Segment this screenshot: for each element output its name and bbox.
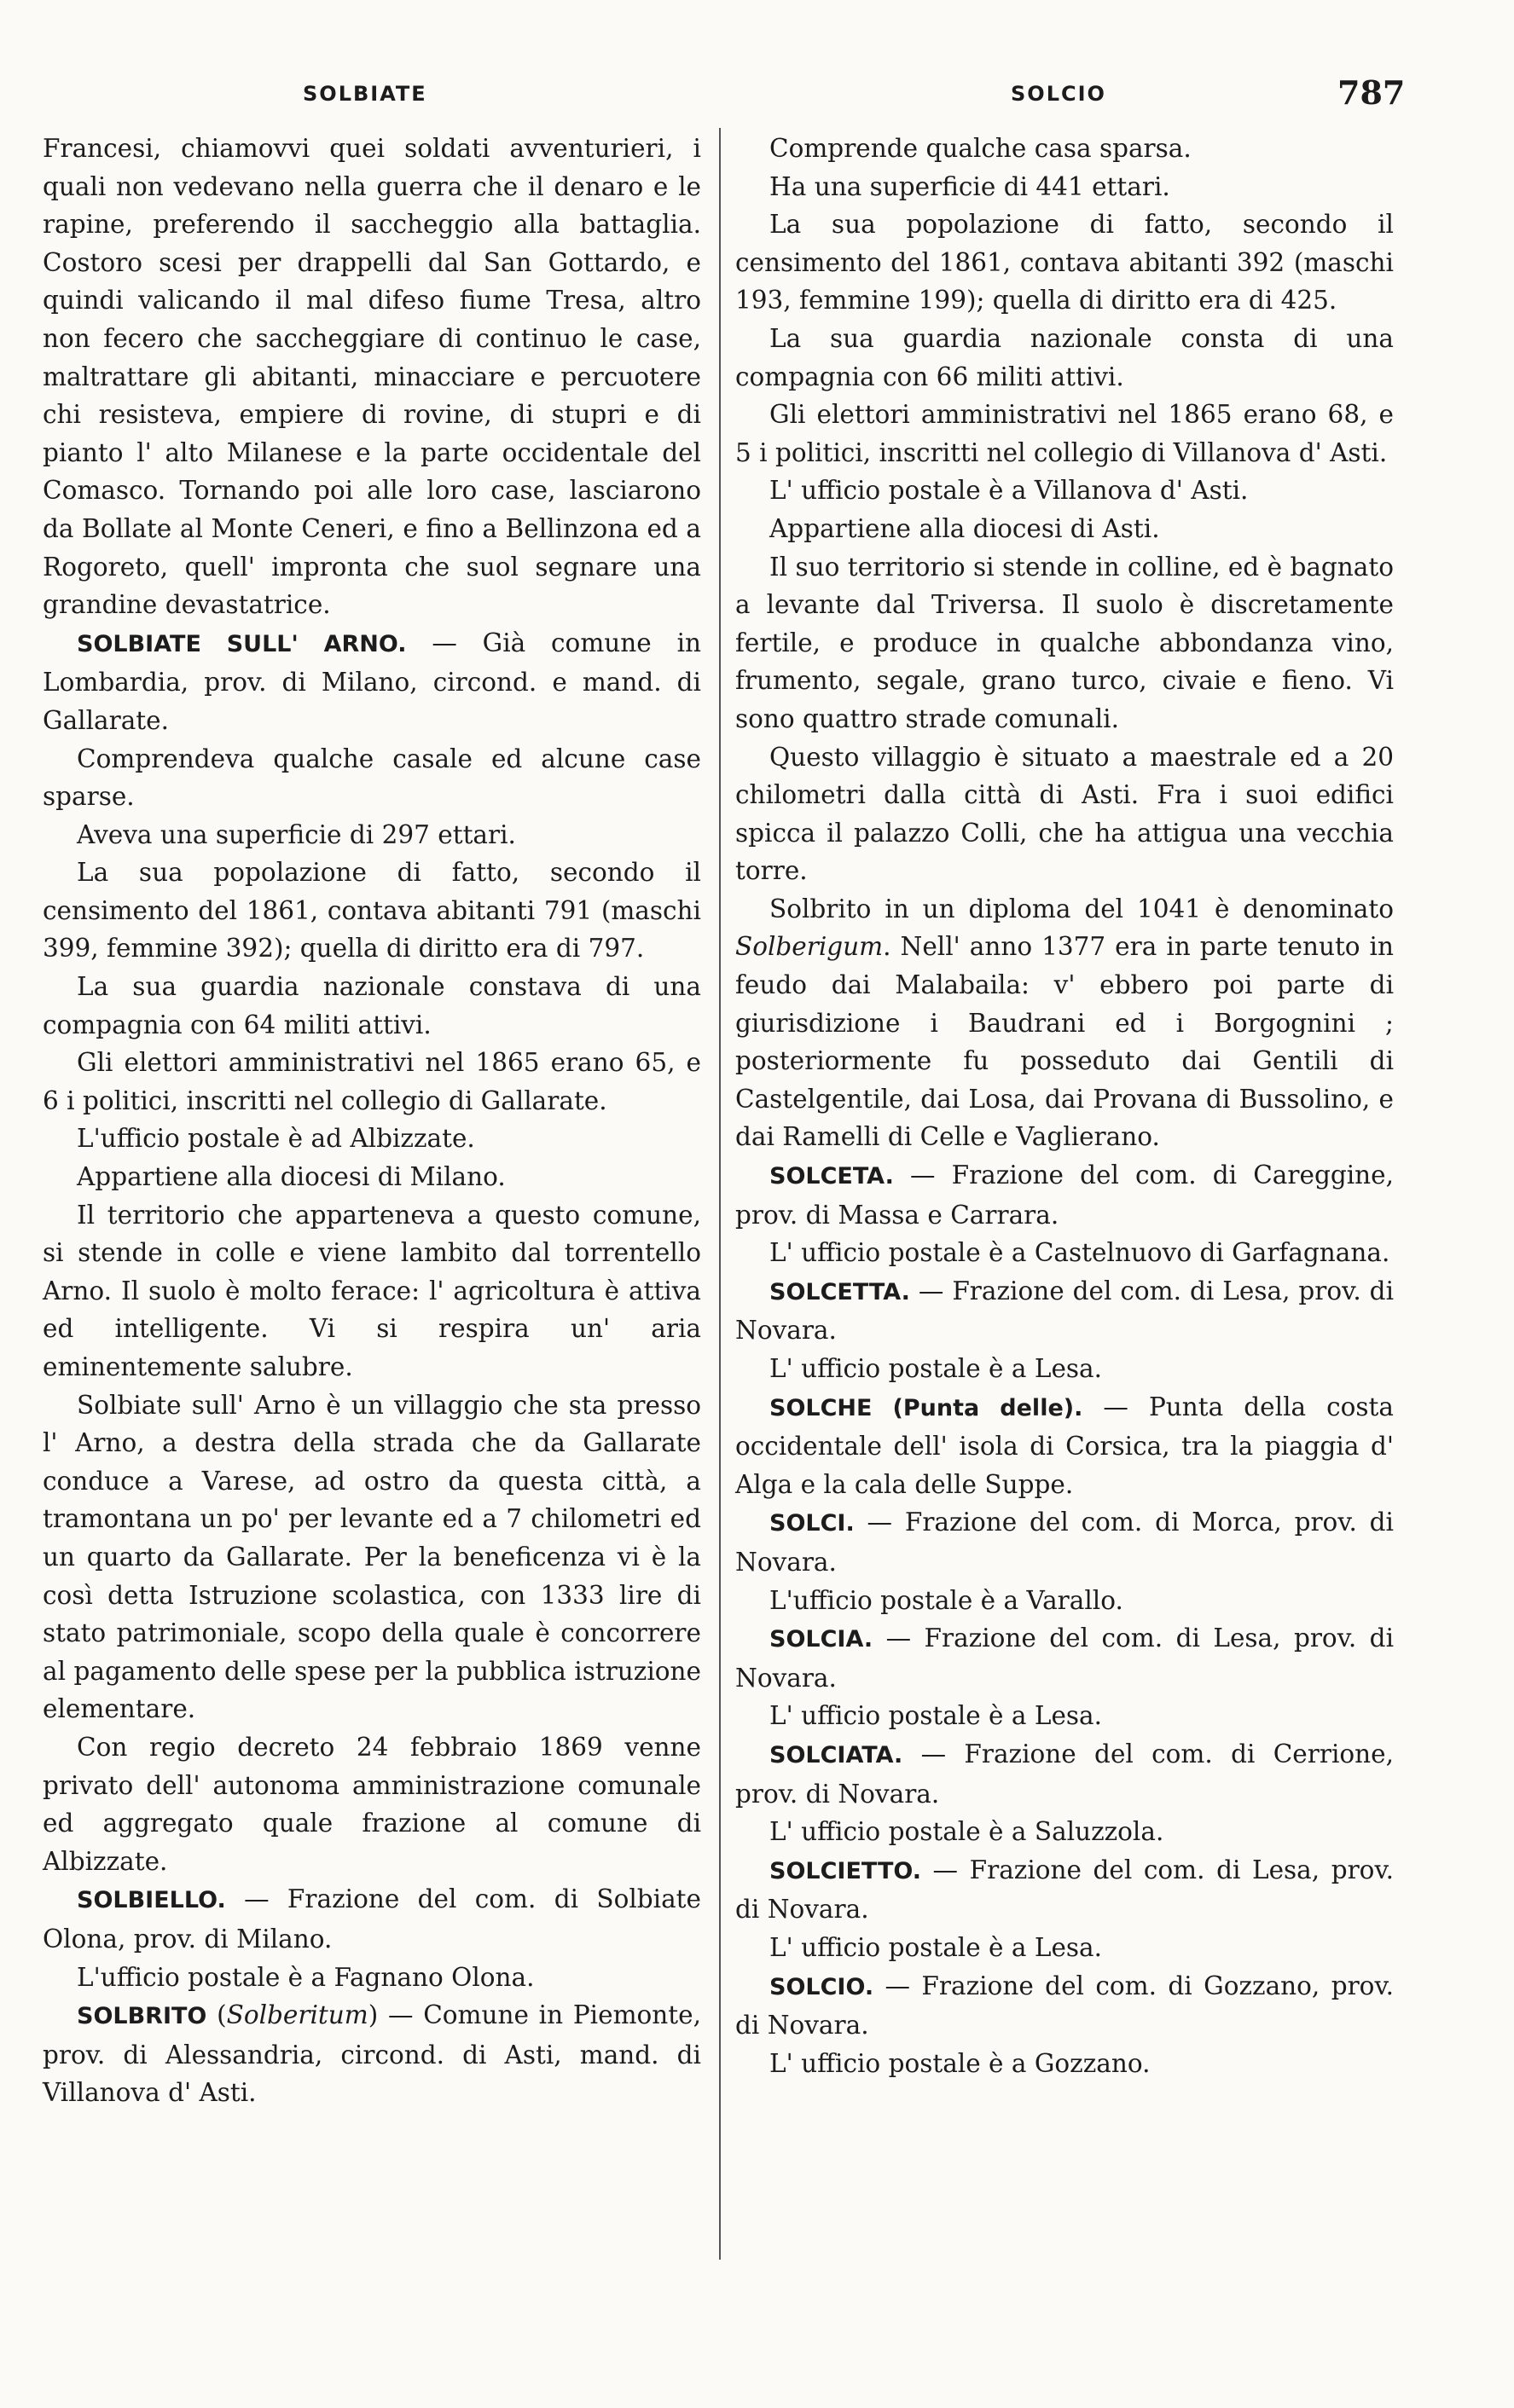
paragraph <box>735 1929 1394 1967</box>
paragraph <box>735 1350 1394 1388</box>
paragraph <box>43 1728 701 1880</box>
page-number: 787 <box>1337 73 1406 112</box>
paragraph-text: L'ufficio postale è ad Albizzate. <box>77 1124 475 1154</box>
entry-headword: SOLCETA. <box>769 1163 894 1190</box>
paragraph-text: Il territorio che apparteneva a questo comune, si stende in colle e viene lambito dal torrentello Arno. Il suolo è molto ferace: l' agricoltura è attiva ed intelligente. Vi si respira un' aria eminentemente salubre. <box>43 1200 701 1381</box>
right-column <box>735 130 1394 2082</box>
paragraph-text: Solbiate sull' Arno è un villaggio che sta presso l' Arno, a destra della strada che da Gallarate conduce a Varese, ad ostro da questa città, a tramontana un po' per levante ed a 7 chilometri ed un quarto da Gallarate. Per la beneficenza vi è la così detta Istruzione scolastica, con 1333 lire di stato patrimoniale, scopo della quale è concorrere al pagamento delle spese per la pubblica istruzione elementare. <box>43 1390 701 1724</box>
paragraph-text: L' ufficio postale è a Gozzano. <box>769 2048 1151 2078</box>
paragraph-text: L' ufficio postale è a Saluzzola. <box>769 1817 1164 1847</box>
paragraph <box>43 1158 701 1196</box>
dictionary-entry <box>43 624 701 740</box>
paragraph <box>735 1697 1394 1735</box>
paragraph <box>43 1386 701 1728</box>
entry-headword: SOLCIETTO. <box>769 1857 921 1884</box>
paragraph-text: — Frazione del com. di Cerrione, prov. di Novara. <box>735 1739 1394 1809</box>
dictionary-entry <box>735 1388 1394 1504</box>
paragraph-text: La sua popolazione di fatto, secondo il censimento del 1861, contava abitanti 791 (maschi 399, femmine 392); quella di diritto era di 797. <box>43 858 701 964</box>
paragraph <box>735 1813 1394 1851</box>
paragraph <box>43 1044 701 1120</box>
dictionary-entry: SOLBRITO (Solberitum) — Comune in Piemonte, prov. di Alessandria, circond. di Asti, mand. di Villanova d' Asti. <box>43 2000 701 2108</box>
paragraph <box>735 320 1394 396</box>
paragraph-text: La sua popolazione di fatto, secondo il censimento del 1861, contava abitanti 392 (maschi 193, femmine 199); quella di diritto era di 425. <box>735 210 1394 315</box>
paragraph-text: Questo villaggio è situato a maestrale ed a 20 chilometri dalla città di Asti. Fra i suoi edifici spicca il palazzo Colli, che ha attigua una vecchia torre. <box>735 742 1394 886</box>
dictionary-entry <box>735 1967 1394 2045</box>
paragraph <box>735 548 1394 738</box>
column-divider <box>719 128 721 2260</box>
paragraph-text: — Frazione del com. di Morca, prov. di Novara. <box>735 1508 1394 1577</box>
paragraph-text: L' ufficio postale è a Lesa. <box>769 1701 1103 1731</box>
entry-headword: SOLBIELLO. <box>77 1887 226 1914</box>
paragraph <box>735 890 1394 1156</box>
dictionary-entry <box>735 1851 1394 1929</box>
paragraph <box>735 205 1394 320</box>
latin-name: Solberigum <box>735 932 884 962</box>
entry-headword: SOLCETTA. <box>769 1278 910 1305</box>
paragraph-text: Comprendeva qualche casale ed alcune case sparse. <box>43 744 701 812</box>
paragraph-text: — Già comune in Lombardia, prov. di Milano, circond. e mand. di Gallarate. <box>43 628 701 735</box>
entry-headword: SOLCHE (Punta delle). <box>769 1394 1083 1421</box>
paragraph-text: — Frazione del com. di Solbiate Olona, prov. di Milano. <box>43 1884 701 1954</box>
dictionary-entry <box>735 1503 1394 1581</box>
paragraph-text: — Frazione del com. di Lesa, prov. di Novara. <box>735 1276 1394 1346</box>
paragraph <box>43 816 701 854</box>
paragraph-text: L'ufficio postale è a Fagnano Olona. <box>77 1962 535 1992</box>
dictionary-entry <box>735 1619 1394 1697</box>
paragraph <box>43 1120 701 1158</box>
paragraph-text: Solbrito in un diploma del 1041 è denominato <box>769 894 1394 923</box>
dictionary-entry <box>735 1156 1394 1234</box>
paragraph <box>735 2045 1394 2083</box>
paragraph-text: L'ufficio postale è a Varallo. <box>769 1585 1123 1615</box>
paragraph-text: — Frazione del com. di Gozzano, prov. di Novara. <box>735 1971 1394 2040</box>
paragraph-text: — Frazione del com. di Lesa, prov. di Novara. <box>735 1624 1394 1693</box>
entry-headword: SOLCI. <box>769 1510 855 1537</box>
paragraph <box>43 1196 701 1386</box>
paragraph <box>43 740 701 816</box>
paragraph-text: L' ufficio postale è a Lesa. <box>769 1932 1103 1962</box>
paragraph <box>43 1959 701 1997</box>
paragraph <box>735 1234 1394 1272</box>
paragraph-text: La sua guardia nazionale consta di una compagnia con 66 militi attivi. <box>735 323 1394 391</box>
paragraph-text: — Frazione del com. di Lesa, prov. di Novara. <box>735 1855 1394 1925</box>
paragraph <box>735 1582 1394 1620</box>
paragraph-text: L' ufficio postale è a Castelnuovo di Garfagnana. <box>769 1238 1390 1268</box>
paragraph-text: Ha una superficie di 441 ettari. <box>769 171 1170 201</box>
paragraph <box>735 130 1394 168</box>
dictionary-entry <box>43 1880 701 1958</box>
paragraph-text: La sua guardia nazionale constava di una compagnia con 64 militi attivi. <box>43 972 701 1039</box>
paragraph-text: Aveva una superficie di 297 ettari. <box>77 819 516 849</box>
paragraph <box>735 472 1394 510</box>
left-column <box>43 130 701 2112</box>
paragraph-text: — Punta della costa occidentale dell' isola di Corsica, tra la piaggia d' Alga e la cala delle Suppe. <box>735 1392 1394 1499</box>
paragraph-text: Il suo territorio si stende in colline, ed è bagnato a levante dal Triversa. Il suolo è discretamente fertile, e produce in qualche abbondanza vino, frumento, segale, grano turco, civaie e fieno. Vi sono quattro strade comunali. <box>735 552 1394 733</box>
paragraph-text: Gli elettori amministrativi nel 1865 erano 68, e 5 i politici, inscritti nel collegio di Villanova d' Asti. <box>735 400 1394 467</box>
paragraph-text: — Frazione del com. di Careggine, prov. di Massa e Carrara. <box>735 1161 1394 1230</box>
entry-headword: SOLCIA. <box>769 1626 873 1653</box>
paragraph <box>735 738 1394 890</box>
dictionary-entry <box>735 1735 1394 1813</box>
paragraph-text: Gli elettori amministrativi nel 1865 erano 65, e 6 i politici, inscritti nel collegio di Gallarate. <box>43 1048 701 1115</box>
paragraph <box>735 168 1394 206</box>
paragraph-text: Comprende qualche casa sparsa. <box>769 134 1192 163</box>
latin-name: Solberitum <box>226 2000 368 2030</box>
paragraph <box>735 396 1394 472</box>
running-header-left: SOLBIATE <box>303 82 427 106</box>
paragraph-text: L' ufficio postale è a Villanova d' Asti. <box>769 476 1249 506</box>
paragraph-text: Appartiene alla diocesi di Asti. <box>769 513 1160 543</box>
paragraph <box>735 510 1394 548</box>
paragraph-text: — Comune in Piemonte, prov. di Alessandria, circond. di Asti, mand. di Villanova d' Asti. <box>43 2000 701 2108</box>
paragraph <box>43 854 701 968</box>
paragraph-text: Appartiene alla diocesi di Milano. <box>77 1162 506 1192</box>
paragraph-text: L' ufficio postale è a Lesa. <box>769 1354 1103 1383</box>
entry-headword: SOLBIATE SULL' ARNO. <box>77 630 407 657</box>
paragraph <box>43 130 701 624</box>
paragraph <box>43 968 701 1044</box>
entry-headword: SOLCIATA. <box>769 1741 903 1768</box>
paragraph-text: . Nell' anno 1377 era in parte tenuto in feudo dai Malabaila: v' ebbero poi parte di giurisdizione i Baudrani ed i Borgognini ; posteriormente fu posseduto dai Gentili di Castelgentile, dai Losa, dai Provana di Bussolino, e dai Ramelli di Celle e Vaglierano. <box>735 932 1394 1152</box>
paragraph-text: Francesi, chiamovvi quei soldati avventurieri, i quali non vedevano nella guerra che il denaro e le rapine, preferendo il saccheggio alla battaglia. Costoro scesi per drappelli dal San Gottardo, e quindi valicando il mal difeso fiume Tresa, altro non fecero che saccheggiare di continuo le case, maltrattare gli abitanti, minacciare e percuotere chi resisteva, empiere di rovine, di stupri e di pianto l' alto Milanese e la parte occidentale del Comasco. Tornando poi alle loro case, lasciarono da Bollate al Monte Ceneri, e fino a Bellinzona ed a Rogoreto, quell' impronta che suol segnare una grandine devastatrice. <box>43 134 701 620</box>
dictionary-entry <box>735 1272 1394 1350</box>
entry-headword: SOLBRITO <box>77 2003 207 2030</box>
running-header-right: SOLCIO <box>1011 82 1106 106</box>
paragraph-text: Con regio decreto 24 febbraio 1869 venne privato dell' autonoma amministrazione comunale ed aggregato quale frazione al comune di Albizzate. <box>43 1732 701 1876</box>
entry-headword: SOLCIO. <box>769 1973 874 2000</box>
